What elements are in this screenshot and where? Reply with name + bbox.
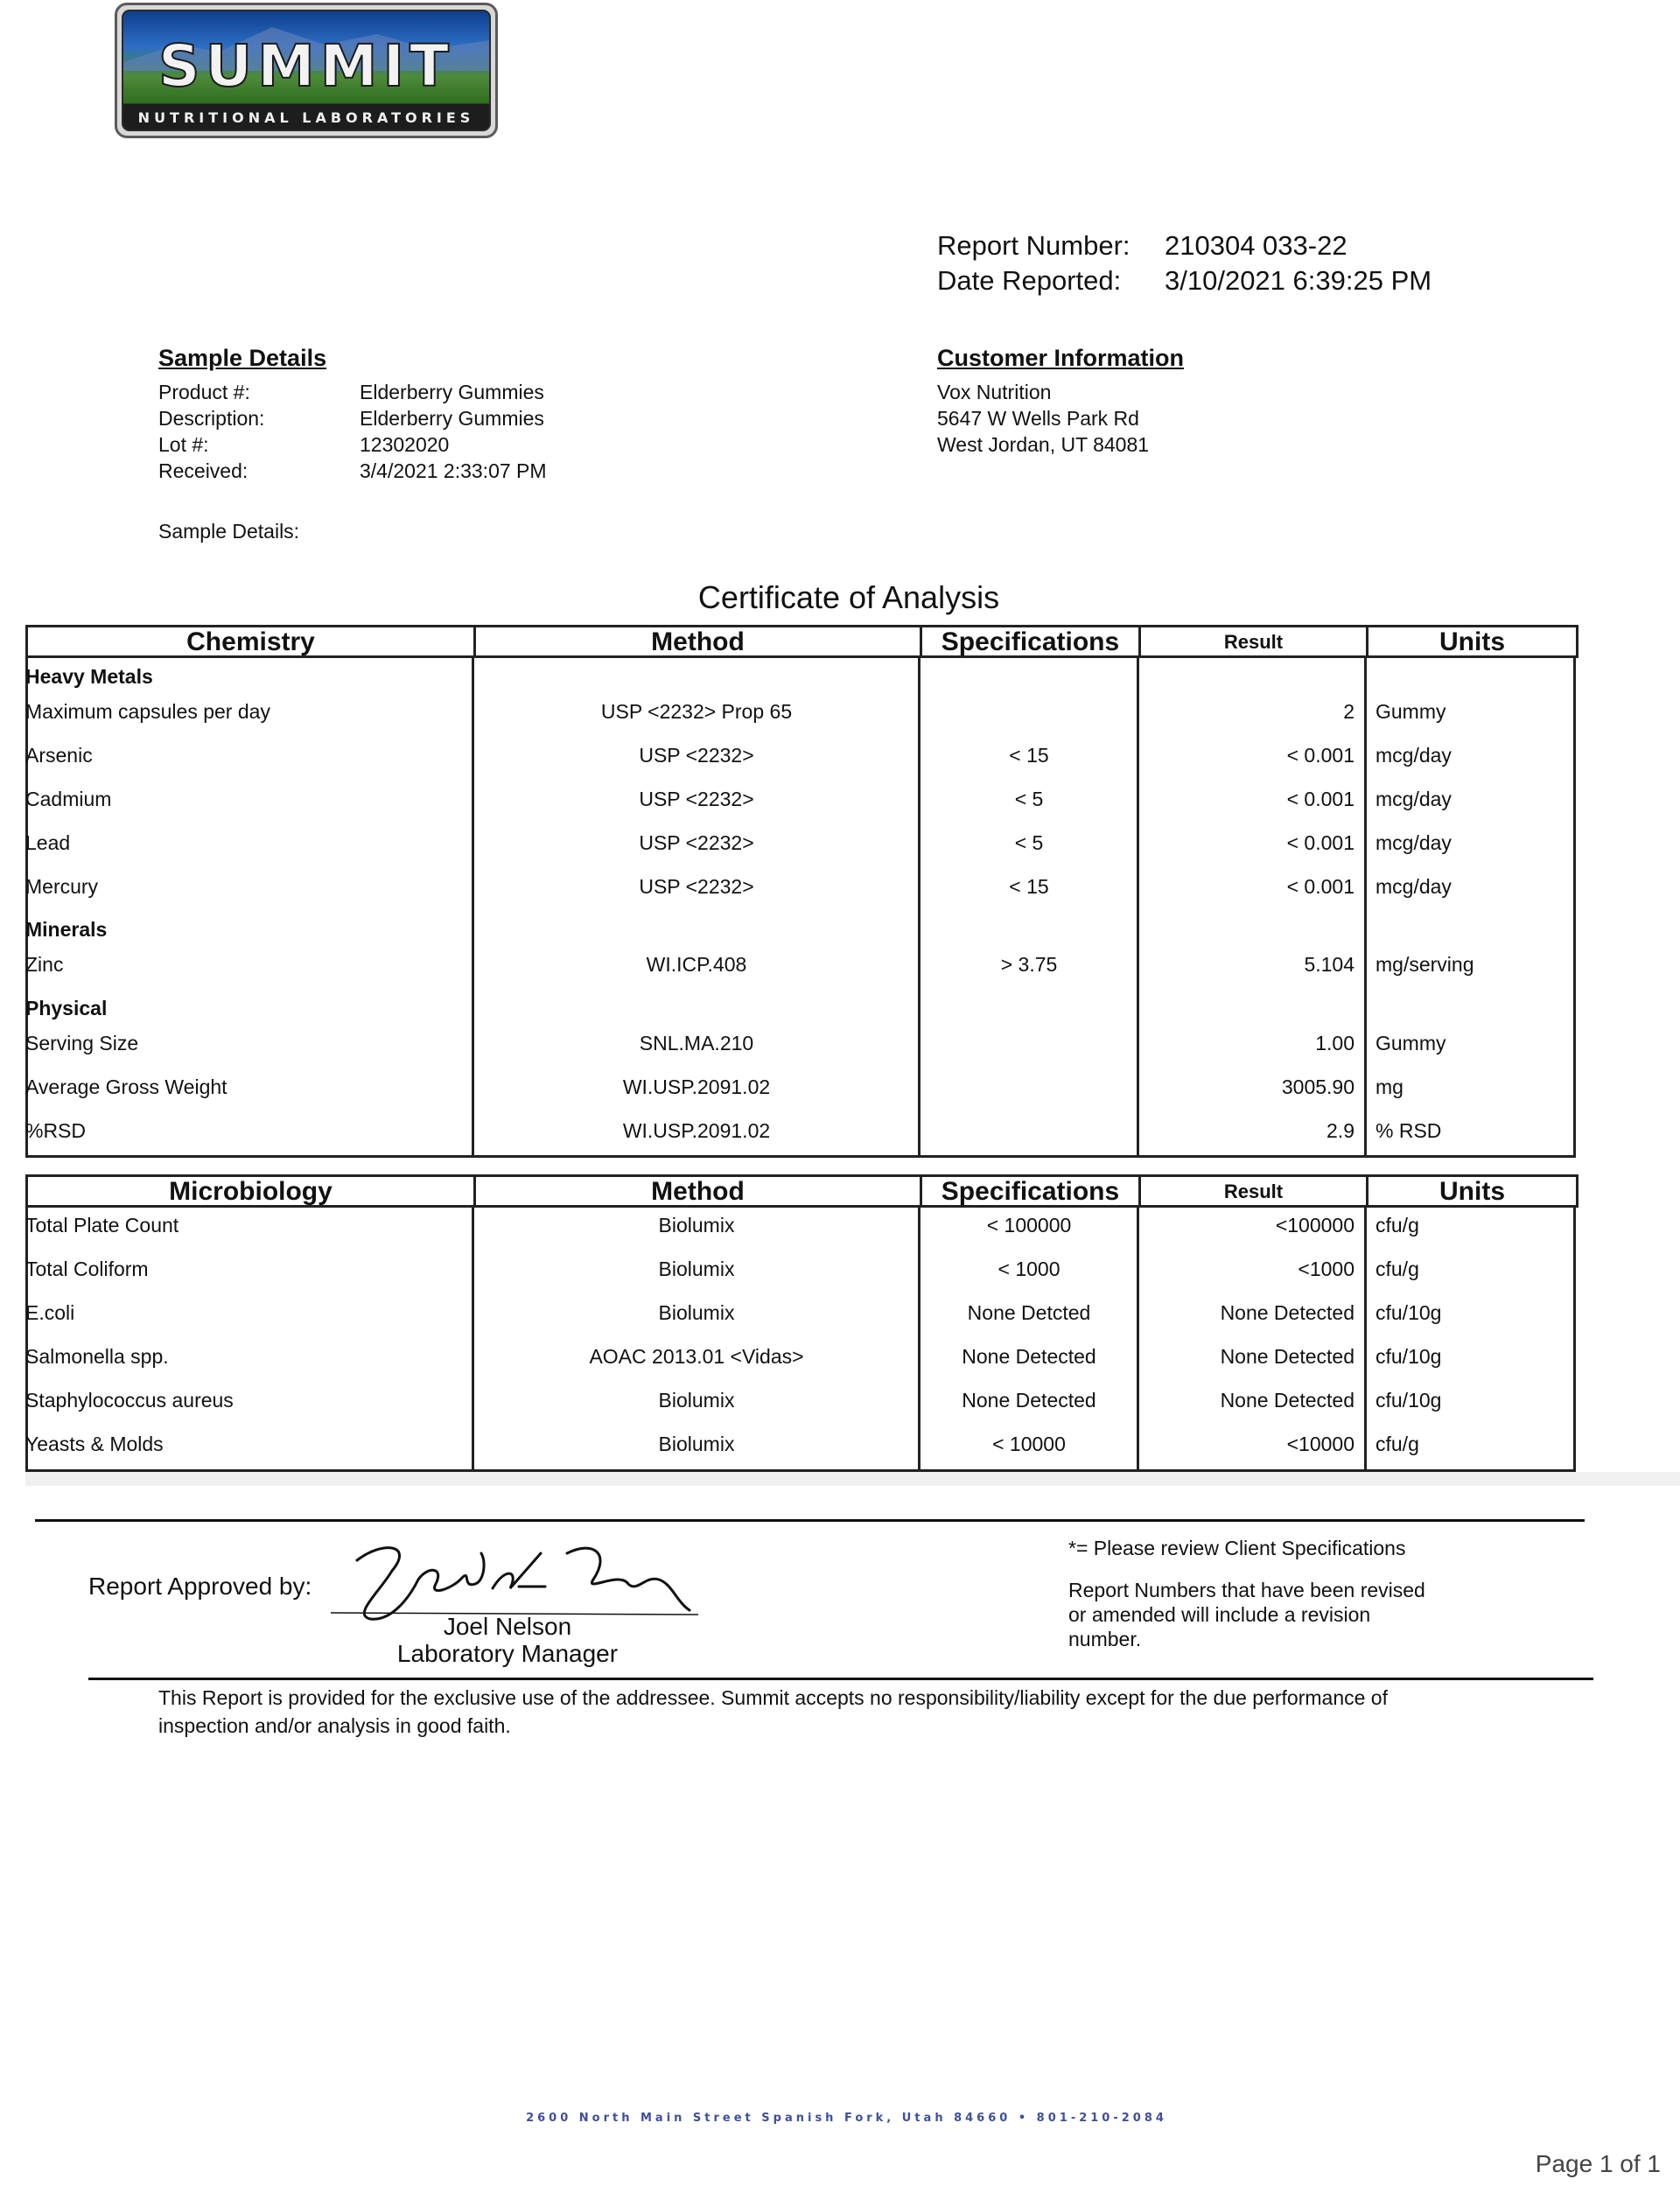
analyte-result: 2 bbox=[1343, 700, 1354, 723]
col-header-specifications: Specifications bbox=[922, 627, 1141, 655]
organism-name: Salmonella spp. bbox=[25, 1345, 169, 1368]
organism-unit: cfu/g bbox=[1376, 1433, 1419, 1455]
approved-by-label: Report Approved by: bbox=[88, 1573, 312, 1600]
logo-wordmark: SUMMIT bbox=[158, 32, 455, 100]
company-logo bbox=[115, 3, 498, 138]
analyte-method: USP <2232> bbox=[639, 744, 754, 767]
organism-method: Biolumix bbox=[658, 1433, 735, 1455]
group-heavy-metals: Heavy Metals bbox=[25, 665, 153, 688]
analyte-name: Serving Size bbox=[25, 1032, 139, 1054]
analyte-name: Maximum capsules per day bbox=[25, 700, 270, 723]
analyte-spec: < 5 bbox=[1014, 788, 1044, 810]
analyte-result: 5.104 bbox=[1304, 953, 1354, 976]
description-label: Description: bbox=[158, 407, 265, 430]
analyte-unit: Gummy bbox=[1376, 1032, 1446, 1054]
analyte-unit: mcg/day bbox=[1376, 831, 1452, 854]
customer-city: West Jordan, UT 84081 bbox=[937, 433, 1150, 456]
organism-unit: cfu/10g bbox=[1376, 1389, 1442, 1412]
analyte-name: Lead bbox=[25, 831, 71, 854]
col-header-units: Units bbox=[1439, 627, 1505, 656]
divider bbox=[88, 1678, 1593, 1680]
analyte-name: Cadmium bbox=[25, 788, 112, 810]
analyte-method: USP <2232> bbox=[639, 788, 754, 810]
organism-result: <10000 bbox=[1286, 1433, 1354, 1455]
date-reported: 3/10/2021 6:39:25 PM bbox=[1165, 265, 1432, 296]
analyte-method: WI.ICP.408 bbox=[646, 953, 747, 976]
organism-result: <1000 bbox=[1298, 1258, 1354, 1280]
organism-unit: cfu/10g bbox=[1376, 1301, 1442, 1324]
sample-notes-label: Sample Details: bbox=[158, 520, 300, 543]
customer-name: Vox Nutrition bbox=[937, 381, 1052, 403]
col-header-chemistry: Chemistry bbox=[28, 627, 476, 655]
report-number: 210304 033-22 bbox=[1165, 230, 1348, 261]
approver-role: Laboratory Manager bbox=[396, 1640, 619, 1667]
analyte-name: Average Gross Weight bbox=[25, 1075, 228, 1098]
analyte-unit: % RSD bbox=[1376, 1119, 1442, 1142]
specifications-note: *= Please review Client Specifications bbox=[1068, 1537, 1406, 1559]
lot-value: 12302020 bbox=[360, 433, 450, 456]
logo-subtitle: NUTRITIONAL LABORATORIES bbox=[137, 109, 475, 126]
product-label: Product #: bbox=[158, 381, 250, 403]
analyte-unit: mg/serving bbox=[1376, 953, 1474, 976]
analyte-result: < 0.001 bbox=[1286, 744, 1354, 767]
group-minerals: Minerals bbox=[25, 918, 108, 941]
organism-name: Yeasts & Molds bbox=[25, 1433, 164, 1455]
group-physical: Physical bbox=[25, 997, 108, 1019]
customer-address bbox=[937, 379, 1149, 458]
col-header-microbiology: Microbiology bbox=[28, 1177, 476, 1205]
col-header-specifications: Specifications bbox=[922, 1177, 1141, 1205]
col-header-method: Method bbox=[476, 1177, 922, 1205]
analyte-spec: < 15 bbox=[1009, 875, 1049, 898]
analyte-name: %RSD bbox=[25, 1119, 87, 1142]
organism-name: Total Plate Count bbox=[25, 1214, 179, 1237]
lab-address: 2600 North Main Street Spanish Fork, Utah 84660 • 801-210-2084 bbox=[526, 2112, 1167, 2125]
certificate-title: Certificate of Analysis bbox=[697, 579, 1000, 615]
organism-result: None Detected bbox=[1220, 1345, 1354, 1368]
organism-name: Staphylococcus aureus bbox=[25, 1389, 234, 1412]
page-number: Page 1 of 1 bbox=[1535, 2150, 1661, 2177]
organism-method: Biolumix bbox=[658, 1301, 735, 1324]
chemistry-header-row bbox=[25, 625, 1578, 658]
analyte-method: SNL.MA.210 bbox=[639, 1032, 754, 1054]
analyte-method: USP <2232> Prop 65 bbox=[600, 700, 793, 723]
product-value: Elderberry Gummies bbox=[360, 381, 544, 403]
organism-spec: < 100000 bbox=[986, 1214, 1072, 1237]
sample-details-title: Sample Details bbox=[158, 345, 327, 371]
organism-spec: None Detected bbox=[962, 1345, 1096, 1368]
analyte-unit: Gummy bbox=[1376, 700, 1446, 723]
analyte-result: < 0.001 bbox=[1286, 831, 1354, 854]
analyte-result: 2.9 bbox=[1326, 1119, 1354, 1142]
analyte-method: WI.USP.2091.02 bbox=[622, 1119, 771, 1142]
col-header-units: Units bbox=[1439, 1177, 1505, 1206]
analyte-result: 1.00 bbox=[1315, 1032, 1354, 1054]
analyte-name: Zinc bbox=[25, 953, 64, 976]
organism-spec: < 1000 bbox=[998, 1258, 1060, 1280]
organism-name: Total Coliform bbox=[25, 1258, 149, 1280]
organism-result: None Detected bbox=[1220, 1301, 1354, 1324]
received-label: Received: bbox=[158, 459, 248, 482]
revision-note: Report Numbers that have been revised or amended will include a revision number. bbox=[1068, 1579, 1425, 1650]
col-header-method: Method bbox=[476, 627, 922, 655]
disclaimer: This Report is provided for the exclusive use of the addressee. Summit accepts no responsibility/liability except for the due performance of inspection and/or analysis in good faith. bbox=[158, 1686, 1388, 1737]
description-value: Elderberry Gummies bbox=[360, 407, 544, 430]
approver bbox=[332, 1613, 682, 1667]
organism-method: Biolumix bbox=[658, 1389, 735, 1412]
analyte-name: Arsenic bbox=[25, 744, 93, 767]
customer-street: 5647 W Wells Park Rd bbox=[937, 407, 1139, 430]
analyte-unit: mcg/day bbox=[1376, 788, 1452, 810]
approver-name: Joel Nelson bbox=[443, 1613, 572, 1640]
analyte-spec: < 5 bbox=[1014, 831, 1044, 854]
analyte-unit: mcg/day bbox=[1376, 744, 1452, 767]
analyte-spec: > 3.75 bbox=[1000, 953, 1058, 976]
customer-info-title: Customer Information bbox=[937, 345, 1185, 371]
organism-result: <100000 bbox=[1275, 1214, 1354, 1237]
organism-unit: cfu/g bbox=[1376, 1258, 1419, 1280]
analyte-spec: < 15 bbox=[1009, 744, 1049, 767]
analyte-name: Mercury bbox=[25, 875, 99, 898]
analyte-unit: mg bbox=[1376, 1075, 1404, 1098]
organism-method: Biolumix bbox=[658, 1258, 735, 1280]
organism-unit: cfu/10g bbox=[1376, 1345, 1442, 1368]
divider bbox=[35, 1519, 1585, 1522]
analyte-method: WI.USP.2091.02 bbox=[622, 1075, 771, 1098]
analyte-result: 3005.90 bbox=[1281, 1075, 1354, 1098]
organism-spec: None Detected bbox=[962, 1389, 1096, 1412]
signature bbox=[331, 1536, 698, 1623]
sample-details-values bbox=[360, 379, 547, 484]
analyte-method: USP <2232> bbox=[639, 875, 754, 898]
organism-spec: None Detcted bbox=[967, 1301, 1091, 1324]
organism-method: Biolumix bbox=[658, 1214, 735, 1237]
organism-unit: cfu/g bbox=[1376, 1214, 1419, 1237]
microbiology-header-row bbox=[25, 1174, 1578, 1208]
analyte-method: USP <2232> bbox=[639, 831, 754, 854]
date-reported-label: Date Reported: bbox=[937, 265, 1122, 296]
col-header-result: Result bbox=[1141, 627, 1368, 655]
analyte-result: < 0.001 bbox=[1286, 788, 1354, 810]
analyte-unit: mcg/day bbox=[1376, 875, 1452, 898]
analyte-result: < 0.001 bbox=[1286, 875, 1354, 898]
received-value: 3/4/2021 2:33:07 PM bbox=[360, 459, 547, 482]
organism-method: AOAC 2013.01 <Vidas> bbox=[589, 1345, 804, 1368]
report-number-label: Report Number: bbox=[937, 230, 1130, 261]
lot-label: Lot #: bbox=[158, 433, 209, 456]
organism-spec: < 10000 bbox=[992, 1433, 1066, 1455]
organism-name: E.coli bbox=[25, 1301, 75, 1324]
sample-details-labels bbox=[158, 379, 264, 484]
organism-result: None Detected bbox=[1220, 1389, 1354, 1412]
col-header-result: Result bbox=[1141, 1177, 1368, 1205]
